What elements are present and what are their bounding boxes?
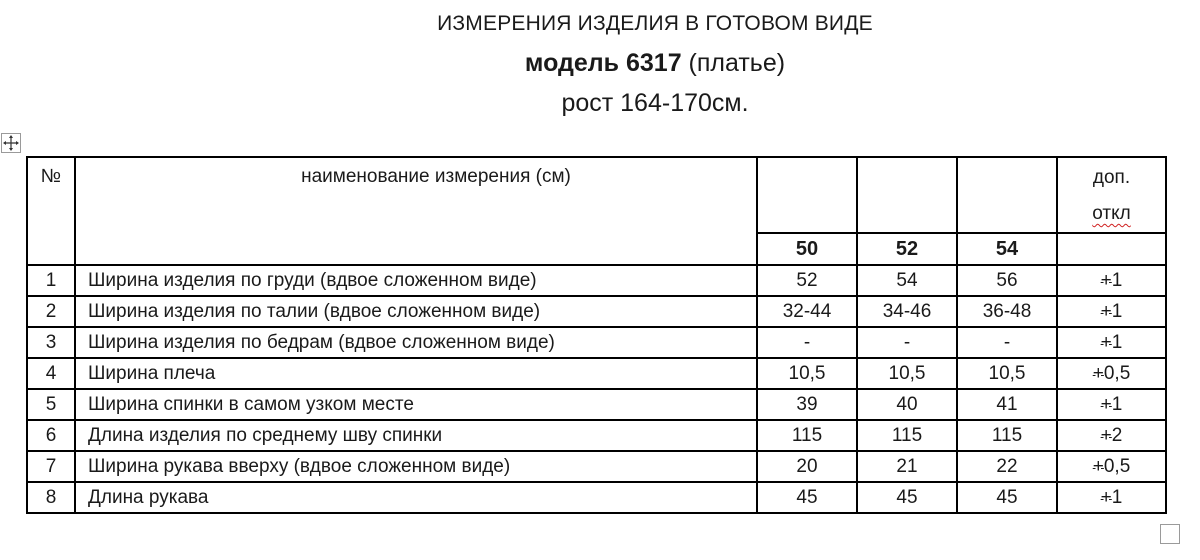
model-line: [0, 49, 1200, 78]
table-row: [27, 451, 1166, 482]
measurements-table: [26, 156, 1167, 514]
tolerance-value: [1057, 389, 1166, 420]
measurement-value: 115: [757, 420, 857, 451]
measurement-value: -: [857, 327, 957, 358]
measurement-value: 115: [857, 420, 957, 451]
measurement-value: -: [757, 327, 857, 358]
header-measurement-name: наименование измерения (см): [75, 157, 757, 265]
model-suffix: (платье): [681, 49, 786, 77]
header-tolerance-line2: [1058, 196, 1165, 232]
tolerance-value: [1057, 296, 1166, 327]
table-row: [27, 265, 1166, 296]
tolerance-amount: 2: [1111, 424, 1123, 446]
size-header: 52: [857, 233, 957, 265]
measurement-name: Ширина изделия по груди (вдвое сложенном виде): [75, 265, 757, 296]
height-line: рост 164-170см.: [561, 89, 749, 117]
row-number: 4: [27, 358, 75, 389]
measurement-value: 115: [957, 420, 1057, 451]
table-row: [27, 420, 1166, 451]
header-tolerance-line1: доп.: [1092, 167, 1131, 188]
measurement-value: 45: [857, 482, 957, 513]
tolerance-value: [1057, 420, 1166, 451]
tolerance-value: [1057, 265, 1166, 296]
table-row: [27, 327, 1166, 358]
spellcheck-underline: откл: [1092, 203, 1131, 224]
measurement-value: 10,5: [757, 358, 857, 389]
measurement-name: Ширина спинки в самом узком месте: [75, 389, 757, 420]
tolerance-amount: 1: [1111, 300, 1123, 322]
tolerance-amount: 1: [1111, 269, 1123, 291]
plus-minus-sign: +: [1100, 269, 1112, 291]
measurement-name: Ширина рукава вверху (вдвое сложенном виде): [75, 451, 757, 482]
tolerance-value: [1057, 358, 1166, 389]
plus-minus-sign: +: [1092, 362, 1104, 384]
tolerance-amount: 0,5: [1103, 362, 1131, 384]
table-resize-handle-icon[interactable]: [1160, 524, 1180, 544]
plus-minus-sign: +: [1100, 331, 1112, 353]
measurement-value: 40: [857, 389, 957, 420]
row-number: 7: [27, 451, 75, 482]
row-number: 5: [27, 389, 75, 420]
row-number: 3: [27, 327, 75, 358]
measurement-name: Ширина плеча: [75, 358, 757, 389]
measurement-value: 54: [857, 265, 957, 296]
row-number: 6: [27, 420, 75, 451]
measurement-value: 45: [757, 482, 857, 513]
plus-minus-sign: +: [1092, 455, 1104, 477]
measurement-value: 22: [957, 451, 1057, 482]
plus-minus-sign: +: [1100, 393, 1112, 415]
tolerance-value: [1057, 451, 1166, 482]
header-empty-cell: [957, 157, 1057, 233]
tolerance-amount: 1: [1111, 331, 1123, 353]
tolerance-amount: 1: [1111, 486, 1123, 508]
plus-minus-sign: +: [1100, 424, 1112, 446]
measurement-value: 10,5: [857, 358, 957, 389]
measurement-value: 32-44: [757, 296, 857, 327]
measurement-name: Длина рукава: [75, 482, 757, 513]
measurement-name: Ширина изделия по бедрам (вдвое сложенном виде): [75, 327, 757, 358]
measurement-value: 34-46: [857, 296, 957, 327]
header-empty-cell: [857, 157, 957, 233]
plus-minus-sign: +: [1100, 486, 1112, 508]
header-number: №: [27, 157, 75, 265]
measurement-value: 52: [757, 265, 857, 296]
measurement-value: 21: [857, 451, 957, 482]
measurement-value: 36-48: [957, 296, 1057, 327]
row-number: 1: [27, 265, 75, 296]
header-empty-cell: [1057, 233, 1166, 265]
measurement-value: -: [957, 327, 1057, 358]
tolerance-value: [1057, 482, 1166, 513]
row-number: 2: [27, 296, 75, 327]
table-move-handle-icon[interactable]: [1, 133, 21, 153]
document-title: ИЗМЕРЕНИЯ ИЗДЕЛИЯ В ГОТОВОМ ВИДЕ: [437, 12, 873, 35]
header-tolerance: [1057, 157, 1166, 233]
table-row: [27, 358, 1166, 389]
row-number: 8: [27, 482, 75, 513]
table-row: [27, 296, 1166, 327]
table-header-row: [27, 157, 1166, 233]
header-empty-cell: [757, 157, 857, 233]
measurement-value: 20: [757, 451, 857, 482]
tolerance-amount: 1: [1111, 393, 1123, 415]
measurement-value: 39: [757, 389, 857, 420]
table-row: [27, 482, 1166, 513]
model-label: модель 6317: [524, 49, 682, 77]
table-row: [27, 389, 1166, 420]
size-header: 50: [757, 233, 857, 265]
measurement-value: 56: [957, 265, 1057, 296]
plus-minus-sign: +: [1100, 300, 1112, 322]
size-header: 54: [957, 233, 1057, 265]
measurement-value: 45: [957, 482, 1057, 513]
measurement-value: 41: [957, 389, 1057, 420]
measurement-name: Ширина изделия по талии (вдвое сложенном виде): [75, 296, 757, 327]
tolerance-value: [1057, 327, 1166, 358]
tolerance-amount: 0,5: [1103, 455, 1131, 477]
measurement-name: Длина изделия по среднему шву спинки: [75, 420, 757, 451]
measurement-value: 10,5: [957, 358, 1057, 389]
